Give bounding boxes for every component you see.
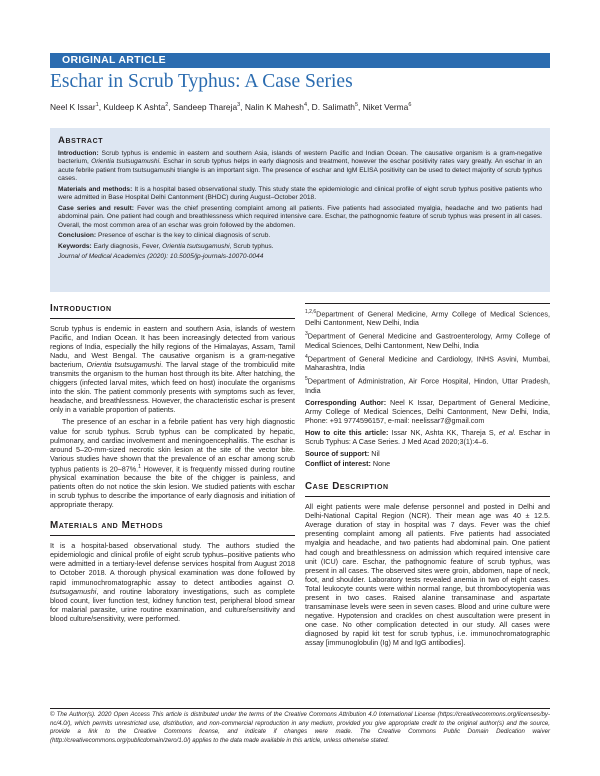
abstract-results [58, 205, 542, 230]
license-footer: © The Author(s). 2020 Open Access This article is distributed under the terms of the Creative Commons Attribution 4.0 International License (https://creativecommons.org/licenses/by-nc/4.0/), which permits unrestricted use, distribution, and non-commercial reproduction in any medium, provided you give appropriate credit to the original author(s) and the source, provide a link to the Creative Commons license, and indicate if changes were made. The Creative Commons Public Domain Dedication waiver (http://creativecommons.org/publicdomain/zero/1.0/) applies to the data made available in this article, unless otherwise stated. [50, 711, 550, 744]
abstract-methods-label: Materials and methods: [58, 185, 133, 193]
author-name: Kuldeep K Ashta [103, 101, 166, 112]
how-to-cite-text-end: Eschar in Scrub Typhus: A Case Series. J Med Acad 2020;3(1):4–6. [305, 428, 551, 447]
article-type-banner: ORIGINAL ARTICLE [50, 53, 550, 68]
abstract-keywords-text: Early diagnosis, Fever, [93, 242, 163, 250]
conflict-of-interest-label: Conflict of interest: [305, 459, 371, 469]
methods-paragraph [50, 541, 295, 622]
affiliation-rule [305, 303, 550, 304]
affiliation-sup: 3 [305, 331, 308, 338]
abstract-box [50, 128, 550, 292]
author-name: Nalin K Mahesh [244, 101, 304, 112]
how-to-cite [305, 428, 550, 446]
journal-doi: Journal of Medical Academics (2020): 10.5005/jp-journals-10070-0044 [58, 253, 264, 261]
abstract-conclusion-label: Conclusion: [58, 232, 97, 240]
author-sup: 2 [165, 102, 169, 108]
how-to-cite-etal: et al. [498, 428, 516, 438]
citation-sup: 1 [138, 463, 141, 470]
introduction-paragraph-2 [50, 417, 295, 509]
footer-rule [50, 708, 550, 709]
affiliation-text: Department of General Medicine and Gastroenterology, Army College of Medical Sciences, Delhi Cantonment, New Delhi, India [305, 331, 550, 350]
abstract-methods [58, 186, 542, 203]
section-rule [50, 318, 295, 319]
corresponding-author-text: Neel K Issar, Department of General Medicine, Army College of Medical Sciences, Delhi Cantonment, New Delhi, India, Phone: +91 9774596157, e-mail: neelissar7@gmail.com [305, 397, 551, 426]
author-name: Niket Verma [362, 101, 409, 112]
author-name: Neel K Issar [50, 101, 96, 112]
affiliation [305, 375, 550, 394]
author-sup: 5 [354, 102, 359, 108]
abstract-introduction-label: Introduction: [58, 150, 99, 157]
author-name: Sandeep Thareja [173, 101, 238, 112]
how-to-cite-text: Issar NK, Ashta KK, Thareja S, [391, 428, 499, 438]
abstract-introduction-text-end: . Eschar in scrub typhus helps in early diagnosis and treatment, however the eschar positivity rates vary greatly. An eschar in an acute febrile patient from tsutsugamushi triangle is an important sign. The presence of eschar and IgM ELISA positivity can be used to detect majority of scrub typhus cases. [58, 158, 542, 183]
methods-text-end: , and routine laboratory investigations, such as complete blood count, liver function test, kidney function test, peripheral blood smear for malarial parasite, urine routine examination, and culture/sensitivity and blood culture/sensitivity, were performed. [50, 586, 295, 623]
source-of-support-label: Source of support: [305, 449, 370, 459]
affiliation [305, 308, 550, 327]
abstract-results-text: Fever was the chief presenting complaint among all patients. Five patients had associated myalgia, headache and two patients had abdominal pain. One patient had cough and breathlessness which required intensive care. Eschar, the pathognomic feature of scrub typhus was present in all cases. Overall, the most common area of an eschar was groin followed by the abdomen. [58, 204, 542, 229]
affiliation [305, 330, 550, 349]
section-rule [50, 535, 295, 536]
intro-p2-text: The presence of an eschar in a febrile patient has very high diagnostic value for scrub typhus. Scrub typhus can be complicated by hepatic, pulmonary, and cardiac involvement and meningoencephalitis. The eschar is around 5–20-mm-sized necrotic skin lesion at the site of the vector bite. Various studies have shown that the prevalence of an eschar among scrub typhus patients is 20–87%. [50, 417, 295, 474]
abstract-keywords-label: Keywords: [58, 242, 92, 250]
abstract-introduction-text: Scrub typhus is endemic in eastern and southern Asia, islands of western Pacific and Indian Ocean. The causative organism is a gram-negative bacterium, [58, 150, 542, 166]
abstract-introduction [58, 150, 542, 184]
case-description-paragraph: All eight patients were male defense personnel and posted in Delhi and Delhi-National Capital Region (NCR). Their mean age was 40 ± 12.5. Average duration of stay in hospital was 7 days. Fever was the chief presenting complaint among all patients. Five patients had associated myalgia and headache, and two patients had abdominal pain. One patient had cough and breathlessness on admission which required intensive care unit (ICU) care. Eschar, the pathognomic feature of scrub typhus, was present in all cases. The observed sites were groin, abdomen, nape of neck, foot, and shoulder. Laboratory tests revealed anemia in two of eight cases. Total leukocyte counts were within normal range, but thrombocytopenia was present in two cases. Raised alanine transaminase and aspartate transaminase levels were seen in seven cases. Blood and urine culture were negative. Hypotension and crackles on chest auscultation were present in one case. No other complication detected in our study. All cases were diagnosed by rapid kit test for scrub typhus, i.e. immunochromatographic assay [immunoglobulin (Ig) M and IgG antibodies]. [305, 502, 550, 647]
abstract-conclusion [58, 232, 542, 240]
how-to-cite-label: How to cite this article: [305, 428, 389, 438]
corresponding-author [305, 398, 550, 425]
author-sup: 6 [408, 102, 412, 108]
affiliation-sup: 4 [305, 353, 308, 360]
conflict-of-interest-value: None [372, 459, 391, 469]
affiliation-text: Department of Administration, Air Force Hospital, Hindon, Uttar Pradesh, India [305, 376, 550, 395]
abstract-results-label: Case series and result: [58, 204, 134, 212]
author-sup: 1 [95, 102, 99, 108]
affiliation-sup: 1,2,6 [305, 309, 317, 315]
intro-p1-text-end: . The larval stage of the trombiculid mite transmits the organism to the human host through its bite. After hatching, the chiggers (infected larval mites, which feed on host) inoculate the organisms into the skin. The patient commonly presents with symptoms such as fever, headache, and breathlessness. However, the characteristic eschar is present only in a variable proportion of patients. [50, 360, 295, 415]
intro-p1-text: Scrub typhus is endemic in eastern and southern Asia, islands of western Pacific, and Indian Ocean. It has been increasingly detected from various regions of India, especially the hilly regions of the Himalayas, Assam, Tamil Nadu, and West Bengal. The causative organism is a gram-negative bacterium, [50, 324, 295, 370]
case-description-heading: Case Description [305, 481, 389, 493]
abstract-organism: Orientia tsutsugamushi [91, 158, 160, 166]
abstract-methods-text: It is a hospital based observational study. This study state the epidemiologic and clinical profile of eight scrub typhus positive patients who were admitted in Base Hospital Delhi Cantonment (BHDC) during August–October 2018. [58, 185, 542, 202]
left-column [50, 303, 295, 626]
right-column [305, 303, 550, 650]
article-title: Eschar in Scrub Typhus: A Case Series [50, 71, 353, 92]
author-list: Neel K Issar$^1$, Kuldeep K Ashta$^2$, Sandeep Thareja$^3$, Nalin K Mahesh$^4$, D. Salimath$^5$, Niket Verma$^6$ [50, 101, 412, 112]
affiliation-sup: 5 [305, 376, 308, 383]
source-of-support [305, 449, 550, 458]
abstract-conclusion-text: Presence of eschar is the key to clinical diagnosis of scrub. [97, 232, 271, 240]
abstract-keywords [58, 243, 542, 251]
methods-text: It is a hospital-based observational study. The authors studied the epidemiologic and clinical profile of eight scrub typhus–positive patients who were admitted in a tertiary-level defense services hospital from August 2018 to October 2018. A thorough physical examination was done followed by rapid immunochromatographic assay to detect antibodies against [50, 541, 295, 587]
methods-organism: O. tsutsugamushi [50, 577, 295, 596]
methods-heading: Materials and Methods [50, 520, 164, 532]
abstract-keywords-organism: Orientia tsutsugamushi [162, 242, 230, 250]
abstract-heading: Abstract [58, 135, 104, 146]
intro-p1-organism: Orientia tsutsugamushi [86, 360, 161, 370]
intro-p2-text-end: However, it is frequently missed during routine physical examination because the bite of the chigger is painless, and patients often do not notice the skin lesion. We studied patients with eschar in scrub typhus to describe the importance of early diagnosis and initiation of appropriate therapy. [50, 464, 296, 510]
conflict-of-interest [305, 459, 550, 468]
corresponding-author-label: Corresponding Author: [305, 397, 387, 407]
introduction-paragraph-1 [50, 324, 295, 414]
author-sup: 3 [237, 102, 241, 108]
author-sup: 4 [303, 102, 308, 108]
author-name: D. Salimath [311, 101, 355, 112]
affiliation-text: Department of General Medicine and Cardiology, INHS Asvini, Mumbai, Maharashtra, India [305, 354, 550, 373]
abstract-keywords-text-end: , Scrub typhus. [229, 242, 274, 250]
introduction-heading: Introduction [50, 303, 112, 314]
affiliation-text: Department of General Medicine, Army College of Medical Sciences, Delhi Cantonment, New Delhi, India [305, 309, 550, 328]
section-rule [305, 496, 550, 497]
affiliation [305, 353, 550, 372]
source-of-support-value: Nil [371, 449, 380, 459]
